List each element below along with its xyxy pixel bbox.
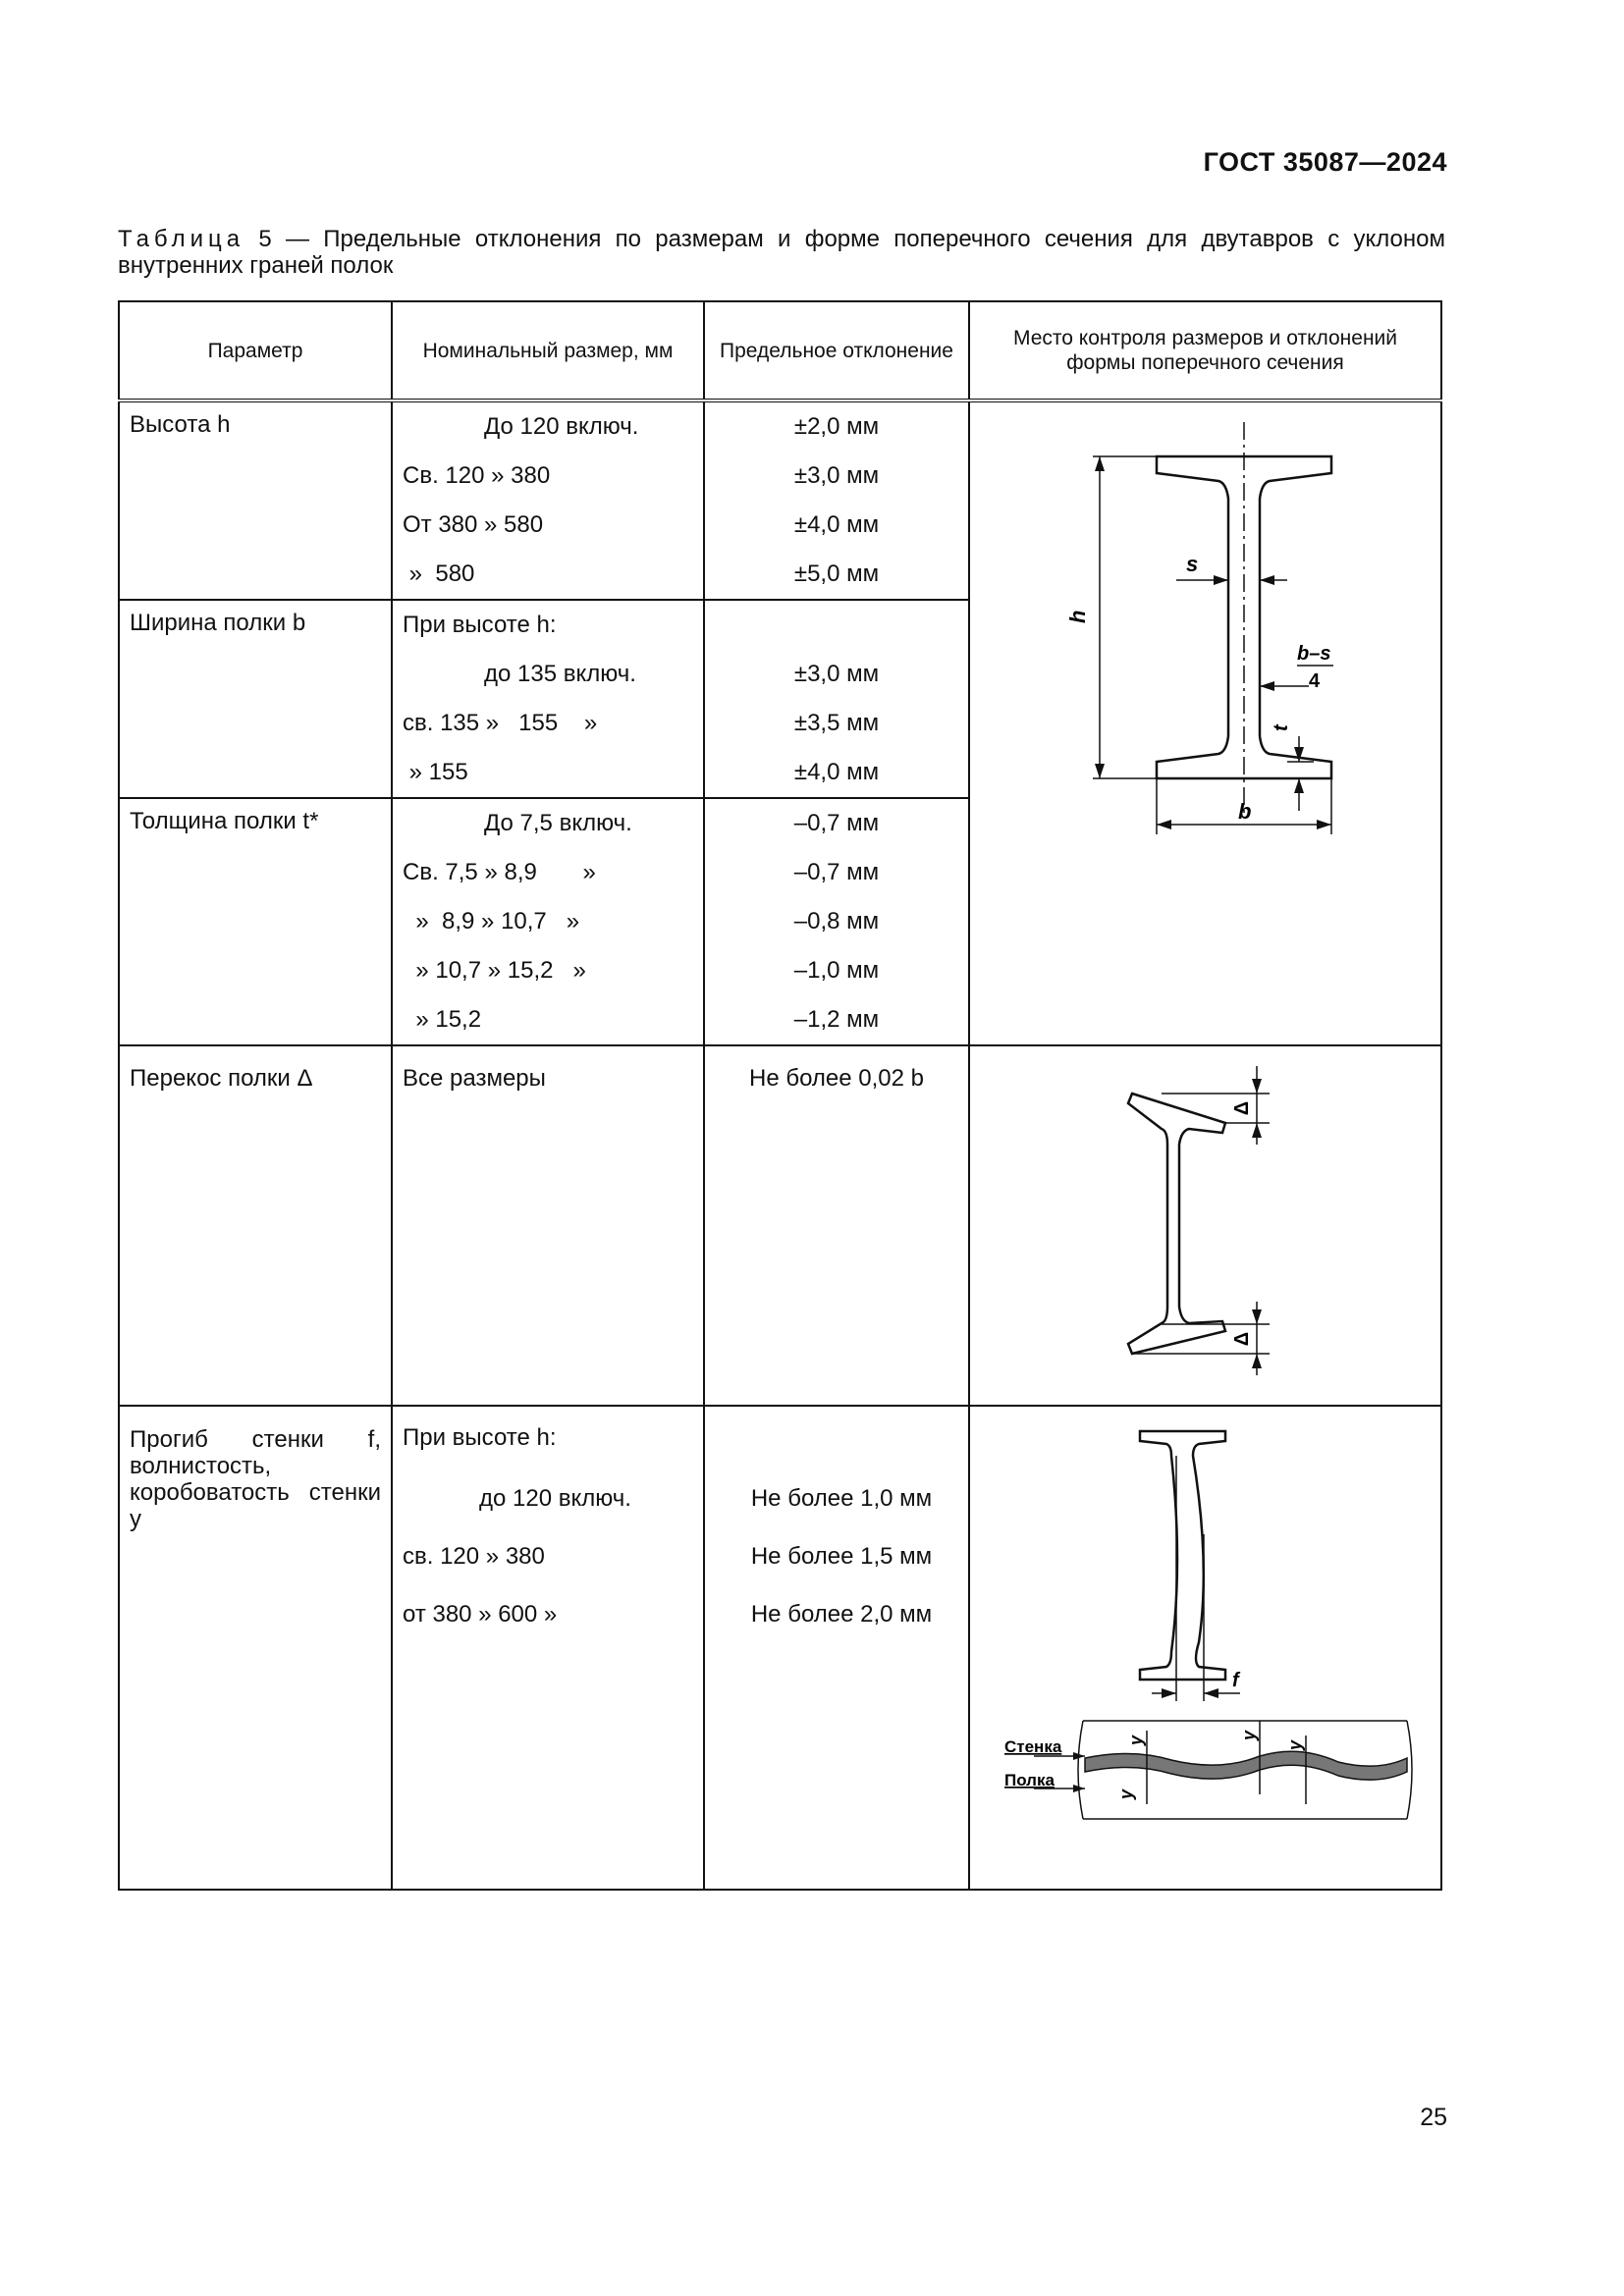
page-number: 25: [1420, 2104, 1447, 2131]
label-s: s: [1185, 552, 1198, 576]
size-value: Все размеры: [403, 1065, 546, 1092]
size-value: До 120 включ.: [484, 413, 639, 440]
dev-value: ±2,0 мм: [793, 413, 880, 440]
param-cell: [119, 798, 392, 1045]
dev-value: ±5,0 мм: [793, 561, 880, 587]
deflection-figure-cell: [969, 1406, 1441, 1890]
dev-value: –0,7 мм: [793, 810, 880, 836]
caption-text: 5 — Предельные отклонения по размерам и форме поперечного сечения для двутавров с уклоном внутренних граней полок: [118, 226, 1445, 279]
dev-value: Не более 2,0 мм: [750, 1601, 933, 1628]
label-t: t: [1270, 724, 1292, 731]
dev-value: –0,8 мм: [793, 908, 880, 934]
dev-value: ±3,0 мм: [793, 462, 880, 489]
param-skew: Перекос полки Δ: [130, 1065, 313, 1092]
param-cell: [119, 400, 392, 600]
param-deflection: Прогиб стенки f, волнистость, коробоватость стенки y: [130, 1426, 381, 1532]
header-control-location: Место контроля размеров и отклонений формы поперечного сечения: [969, 301, 1441, 400]
label-y3: y: [1284, 1739, 1305, 1750]
table-row: [119, 1045, 1441, 1406]
dev-cell: [704, 600, 969, 798]
size-value: При высоте h:: [403, 612, 557, 638]
label-delta-bottom: Δ: [1230, 1331, 1253, 1347]
size-value: Св. 7,5 » 8,9 »: [403, 859, 596, 885]
dev-cell: [704, 1406, 969, 1890]
param-cell: [119, 1406, 392, 1890]
dev-value: ±4,0 мм: [793, 759, 880, 785]
label-flange: Полка: [1003, 1771, 1055, 1789]
skew-figure-cell: [969, 1045, 1441, 1406]
size-cell: [392, 600, 704, 798]
size-value: При высоте h:: [403, 1424, 557, 1451]
size-value: От 380 » 580: [403, 511, 544, 538]
web-deflection-diagram: [975, 1407, 1436, 1888]
dev-value: Не более 1,5 мм: [750, 1543, 933, 1570]
param-cell: [119, 600, 392, 798]
dev-value: [705, 1407, 968, 1469]
dev-value: Не более 1,0 мм: [750, 1485, 933, 1512]
size-value: » 8,9 » 10,7 »: [403, 908, 580, 934]
table-row: [119, 1406, 1441, 1890]
dev-cell: [704, 400, 969, 600]
tolerance-table: [118, 300, 1442, 1891]
size-cell: [392, 1406, 704, 1890]
size-value: До 7,5 включ.: [484, 810, 632, 836]
header-deviation: Предельное отклонение: [704, 301, 969, 400]
size-cell: [392, 400, 704, 600]
size-value: до 135 включ.: [484, 661, 636, 687]
table-row: [119, 400, 1441, 600]
label-web: Стенка: [1003, 1737, 1061, 1756]
label-y4: y: [1115, 1789, 1136, 1799]
size-cell: [392, 798, 704, 1045]
caption-word: Таблица: [118, 226, 245, 252]
section-figure-cell: [969, 400, 1441, 1045]
size-value: » 580: [403, 561, 475, 587]
dev-value: –0,7 мм: [793, 859, 880, 885]
size-value: » 15,2: [403, 1006, 482, 1033]
label-y2: y: [1238, 1730, 1259, 1740]
table-caption: [118, 226, 1445, 279]
size-value: до 120 включ.: [479, 1485, 631, 1512]
size-value: » 155: [403, 759, 468, 785]
dev-value: –1,0 мм: [793, 957, 880, 984]
size-value: Св. 120 » 380: [403, 462, 551, 489]
dev-cell: [704, 1045, 969, 1406]
size-value: св. 120 » 380: [403, 1543, 545, 1570]
document-id: ГОСТ 35087—2024: [1203, 147, 1447, 177]
dev-value: ±3,0 мм: [793, 661, 880, 687]
label-b: b: [1237, 799, 1251, 824]
size-cell: [392, 1045, 704, 1406]
label-h: h: [1064, 610, 1090, 623]
dev-value: [705, 601, 968, 650]
flange-skew-diagram: [975, 1046, 1436, 1405]
size-value: » 10,7 » 15,2 »: [403, 957, 586, 984]
size-value: св. 135 » 155 »: [403, 710, 598, 736]
param-height: Высота h: [130, 411, 231, 438]
label-y1: y: [1125, 1735, 1146, 1745]
label-frac-num: b–s: [1296, 643, 1330, 665]
size-value: от 380 » 600 »: [403, 1601, 558, 1628]
label-frac-den: 4: [1308, 670, 1320, 692]
param-cell: [119, 1045, 392, 1406]
param-width: Ширина полки b: [130, 610, 306, 636]
header-nominal-size: Номинальный размер, мм: [392, 301, 704, 400]
header-parameter: Параметр: [119, 301, 392, 400]
param-thickness: Толщина полки t*: [130, 808, 319, 834]
table-header-row: [119, 301, 1441, 400]
label-f: f: [1231, 1670, 1239, 1691]
dev-value: Не более 0,02 b: [748, 1065, 924, 1092]
dev-value: –1,2 мм: [793, 1006, 880, 1033]
dev-value: ±3,5 мм: [793, 710, 880, 736]
ibeam-section-diagram: [975, 402, 1436, 834]
dev-value: ±4,0 мм: [793, 511, 880, 538]
label-delta-top: Δ: [1230, 1100, 1253, 1116]
dev-cell: [704, 798, 969, 1045]
